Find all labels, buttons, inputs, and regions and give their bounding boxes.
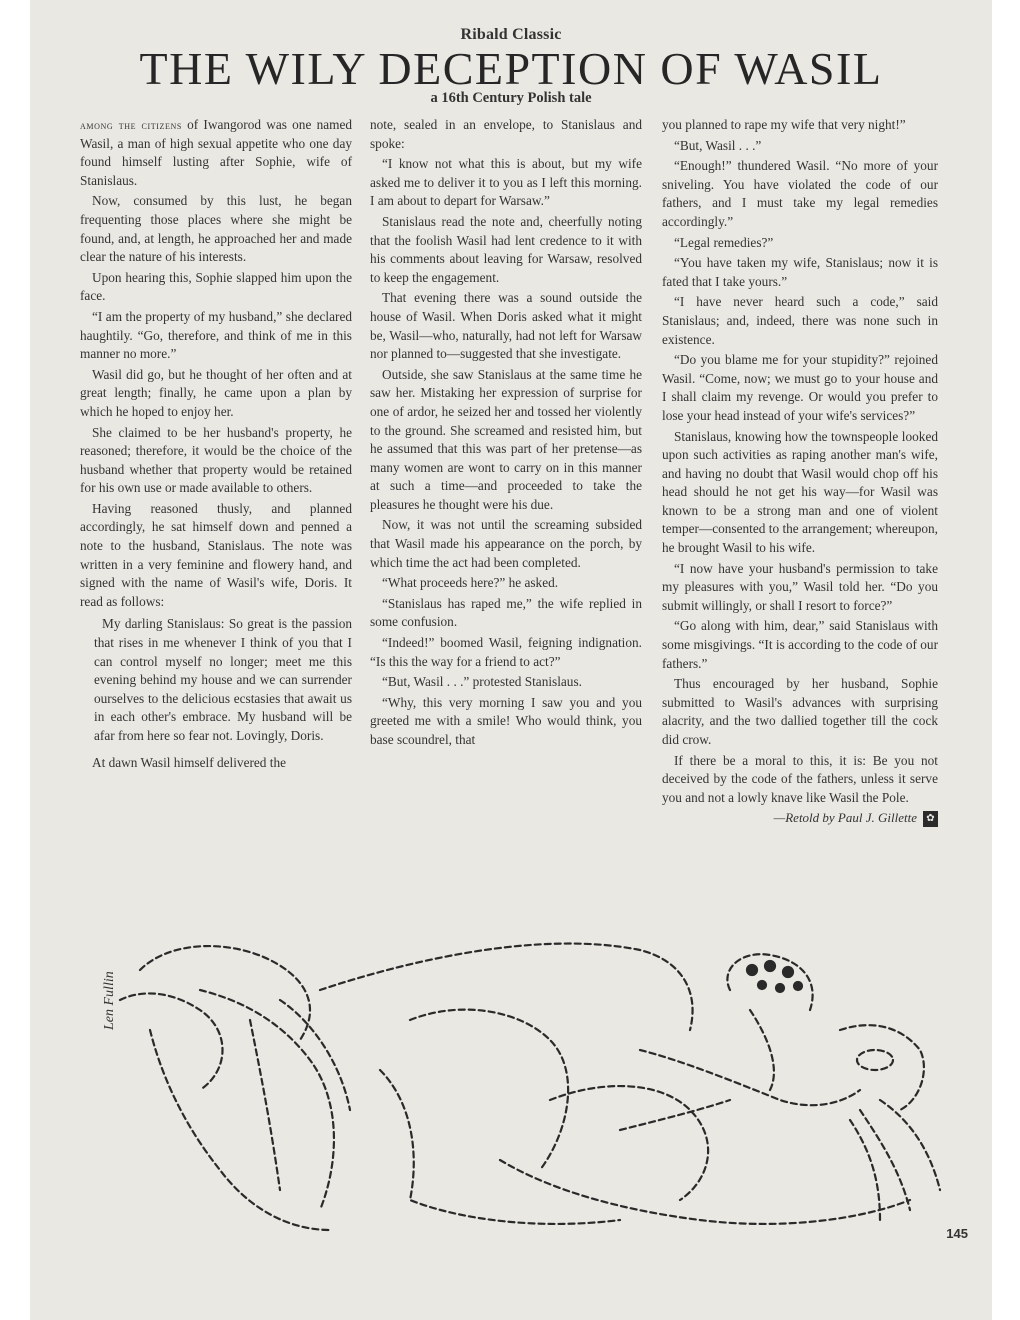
illustration-mark bbox=[765, 961, 775, 971]
paragraph: “Do you blame me for your stupidity?” rejoined Wasil. “Come, now; we must go to your house and I shall claim my revenge. Or would you prefer to lose your head instead of your wife's services?” bbox=[662, 352, 938, 423]
page-number: 145 bbox=[946, 1226, 968, 1241]
paragraph: Now, it was not until the screaming subsided that Wasil made his appearance on the porch, by which time the act had been completed. bbox=[370, 517, 642, 570]
opening-paragraph bbox=[80, 116, 352, 190]
illustration-stroke bbox=[550, 1086, 708, 1200]
paragraph: “But, Wasil . . .” protested Stanislaus. bbox=[382, 674, 582, 690]
paragraph: Having reasoned thusly, and planned accordingly, he sat himself down and penned a note to the husband, Stanislaus. The note was written in a very feminine and flowery hand, and signed with the name of Wasil's wife, Doris. It read as follows: bbox=[80, 500, 352, 609]
illustration-mark bbox=[758, 981, 766, 989]
text-column-1 bbox=[80, 116, 352, 916]
article-title: THE WILY DECEPTION OF WASIL bbox=[139, 43, 883, 94]
illustration-stroke bbox=[840, 1025, 924, 1110]
paragraph: note, sealed in an envelope, to Stanislaus and spoke: bbox=[370, 117, 642, 151]
paragraph: “Enough!” thundered Wasil. “No more of your sniveling. You have violated the code of our fathers, and I must take my legal remedies accordingly.” bbox=[662, 158, 938, 229]
illustration-stroke bbox=[750, 1010, 774, 1090]
paragraph: Stanislaus read the note and, cheerfully noting that the foolish Wasil had lent credence to it with his comments about leaving for Warsaw, resolved to keep the engagement. bbox=[370, 213, 642, 285]
illustration-stroke bbox=[620, 1100, 730, 1130]
paragraph: you planned to rape my wife that very night!” bbox=[662, 117, 906, 132]
line-drawing-illustration bbox=[80, 930, 960, 1250]
author-credit: —Retold by Paul J. Gillette bbox=[773, 810, 917, 826]
paragraph: “What proceeds here?” he asked. bbox=[382, 575, 559, 591]
paragraph: “Go along with him, dear,” said Stanislaus with some misgivings. “It is according to the code of our fathers.” bbox=[662, 618, 938, 671]
illustration-mark bbox=[794, 982, 802, 990]
illustration-stroke bbox=[150, 1030, 330, 1230]
credit-row bbox=[662, 809, 938, 828]
end-mark-icon: ✿ bbox=[923, 811, 938, 827]
paragraph: “I know not what this is about, but my wife asked me to deliver it to you as I left this morning. I am about to depart for Warsaw.” bbox=[370, 156, 642, 209]
illustration-stroke bbox=[320, 944, 693, 1030]
paragraph: “Stanislaus has raped me,” the wife replied in some confusion. bbox=[370, 595, 642, 630]
letter-block: My darling Stanislaus: So great is the passion that rises in me whenever I think of you that I can control myself no longer; meet me this evening behind my house and we can surrender ourselves to the delicious ecstasies that await us in each other's embrace. My husband will be afar from here so fear not. Lovingly, Doris. bbox=[94, 616, 352, 743]
paragraph: Stanislaus, knowing how the townspeople looked upon such activities as raping another man's wife, and having no doubt that Wasil would chop off his head should he not get his way—for Wasil was known to be a strong man and one of violent temper—consented to the arrangement; whereupon, he brought Wasil to his wife. bbox=[662, 428, 938, 556]
magazine-page bbox=[30, 0, 992, 1320]
paragraph: “You have taken my wife, Stanislaus; now it is fated that I take yours.” bbox=[662, 255, 938, 289]
illustration-stroke bbox=[880, 1100, 940, 1190]
illustration-stroke bbox=[200, 990, 334, 1210]
text-column-2 bbox=[370, 116, 642, 916]
paragraph: If there be a moral to this, it is: Be you not deceived by the code of the fathers, unless it serve you and not a lowly knave like Wasil the Pole. bbox=[662, 752, 938, 805]
paragraph: That evening there was a sound outside the house of Wasil. When Doris asked what it might be, Wasil—who, naturally, had not left for Warsaw nor planned to—suggested that she investigate. bbox=[370, 290, 642, 362]
illustration-stroke bbox=[410, 1010, 568, 1170]
illustration-stroke bbox=[857, 1050, 893, 1070]
paragraph: Upon hearing this, Sophie slapped him upon the face. bbox=[80, 269, 352, 304]
paragraph: “I have never heard such a code,” said Stanislaus; and, indeed, there was none such in existence. bbox=[662, 294, 938, 347]
illustration-stroke bbox=[140, 946, 310, 1040]
illustration-stroke bbox=[380, 1070, 620, 1224]
artist-signature: Len Fullin bbox=[102, 971, 117, 1030]
paragraph: Outside, she saw Stanislaus at the same time he saw her. Mistaking her expression of surprise for one of ardor, he seized her and tossed her violently to the ground. She screamed and resisted him, but he assumed that this was part of her pretense—as many women are wont to carry on in this manner at such a time—and proceeded to take the pleasures he thought were his due. bbox=[370, 366, 642, 512]
paragraph: “Why, this very morning I saw you and you greeted me with a smile! Who would think, you base scoundrel, that bbox=[370, 694, 642, 747]
paragraph: Thus encouraged by her husband, Sophie submitted to Wasil's advances with surprising alacrity, and the two dallied together till the cock did crow. bbox=[662, 676, 938, 747]
illustration-stroke bbox=[860, 1110, 910, 1210]
illustration-mark bbox=[747, 965, 757, 975]
section-kicker: Ribald Classic bbox=[460, 26, 562, 43]
paragraph: Wasil did go, but he thought of her often and at great length; finally, he came upon a plan by which he hoped to enjoy her. bbox=[80, 366, 352, 419]
illustration-stroke bbox=[120, 993, 223, 1090]
paragraph: “Indeed!” boomed Wasil, feigning indignation. “Is this the way for a friend to act?” bbox=[370, 635, 642, 669]
illustration-stroke bbox=[250, 1020, 280, 1190]
illustration-mark bbox=[776, 984, 784, 992]
paragraph: “But, Wasil . . .” bbox=[674, 137, 762, 153]
paragraph: At dawn Wasil himself delivered the bbox=[92, 754, 287, 770]
article-subtitle: a 16th Century Polish tale bbox=[430, 90, 592, 106]
text-column-3 bbox=[662, 116, 938, 916]
paragraph: “Legal remedies?” bbox=[674, 234, 774, 250]
illustration-stroke bbox=[280, 1000, 350, 1110]
opening-small-caps: among the citizens bbox=[80, 118, 182, 132]
opening-text: of Iwangorod was one named Wasil, a man of high sexual appetite who one day found himself lusting after Sophie, wife of Stanislaus. bbox=[80, 117, 353, 188]
paragraph: “I am the property of my husband,” she declared haughtily. “Go, therefore, and think of me in this manner no more.” bbox=[80, 308, 352, 362]
illustration-mark bbox=[783, 967, 793, 977]
paragraph: Now, consumed by this lust, he began frequenting those places where she might be found, and, at length, he approached her and made clear the nature of his interests. bbox=[80, 193, 352, 265]
paragraph: She claimed to be her husband's property, he reasoned; therefore, it would be the choice of the husband whether that property would be retained for his own use or made available to others. bbox=[80, 424, 352, 496]
paragraph: “I now have your husband's permission to take my pleasures with you,” Wasil told her. “Do you submit willingly, or shall I resort to force?” bbox=[662, 560, 938, 613]
